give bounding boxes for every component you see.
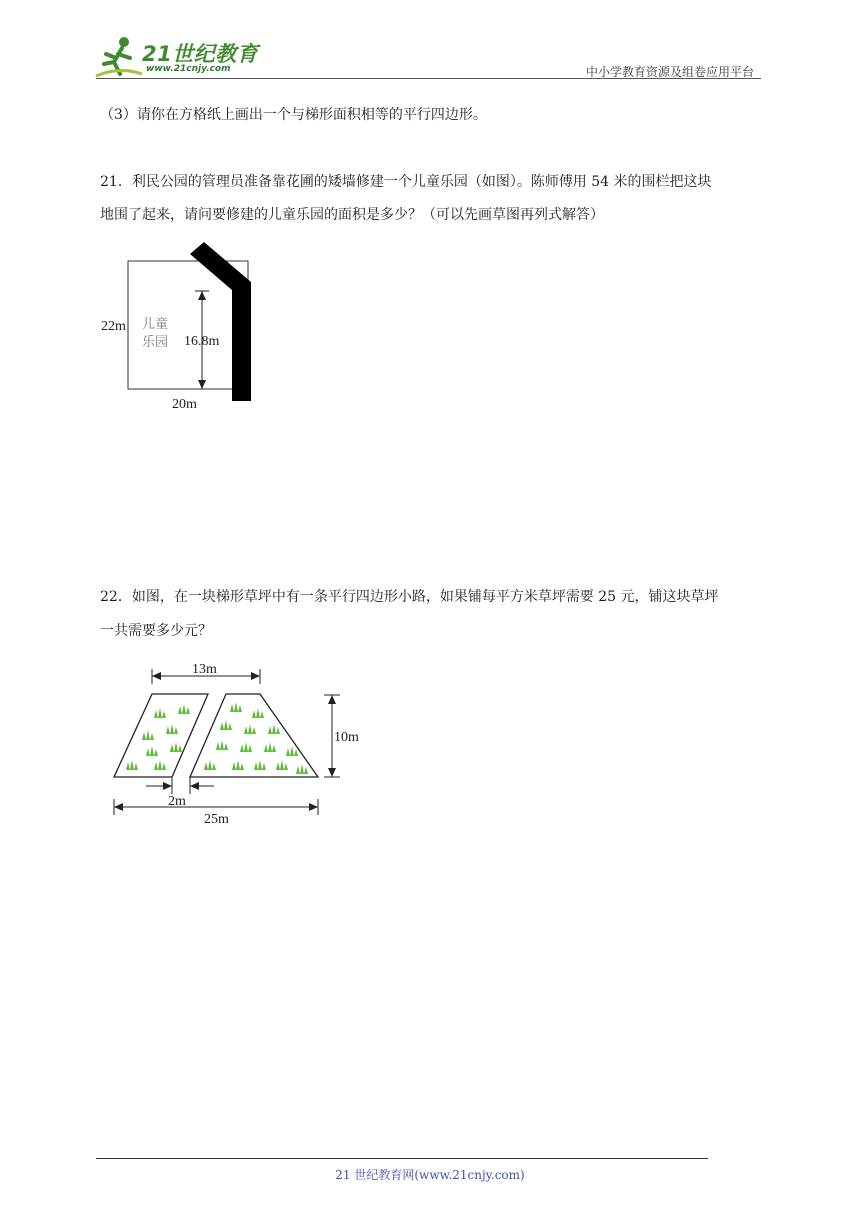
site-logo xyxy=(94,34,264,80)
label-13m: 13m xyxy=(192,662,217,677)
q22-text-line1: 22．如图，在一块梯形草坪中有一条平行四边形小路，如果铺每平方米草坪需要 25 元，铺这块草坪 xyxy=(100,589,719,605)
q20-part3: （3）请你在方格纸上画出一个与梯形面积相等的平行四边形。 xyxy=(100,107,487,123)
label-10m: 10m xyxy=(334,730,359,745)
label-25m: 25m xyxy=(204,812,229,827)
q22-text-line2: 一共需要多少元？ xyxy=(100,623,212,639)
footer-link[interactable]: 21 世纪教育网(www.21cnjy.com) xyxy=(335,1168,525,1182)
height-dim-up-head xyxy=(328,695,336,704)
logo-url: www.21cnjy.com xyxy=(146,64,231,74)
height-dim-down-head xyxy=(328,768,336,777)
q21-text-line2: 地围了起来，请问要修建的儿童乐园的面积是多少？（可以先画草图再列式解答） xyxy=(100,207,604,223)
label-ertong: 儿童 xyxy=(142,317,169,332)
label-2m: 2m xyxy=(168,794,186,809)
label-20m: 20m xyxy=(172,397,197,412)
runner-logo-icon xyxy=(94,34,144,80)
wall-shape xyxy=(190,242,251,401)
header-divider xyxy=(96,78,761,79)
bottom-dim-left-head xyxy=(114,803,123,811)
path-arrow-left-head xyxy=(163,782,172,790)
label-22m: 22m xyxy=(101,319,126,334)
top-dim-right-head xyxy=(251,672,260,680)
q22-figure xyxy=(104,660,374,830)
logo-text: 21世纪教育 xyxy=(142,42,259,66)
height-arrow-up-head xyxy=(198,291,206,300)
label-16-8m: 16.8m xyxy=(184,334,220,349)
header-slogan: 中小学教育资源及组卷应用平台 xyxy=(585,65,754,79)
path-arrow-right-head xyxy=(190,782,199,790)
height-arrow-down-head xyxy=(198,380,206,389)
top-dim-left-head xyxy=(152,672,161,680)
q21-text-line1: 21．利民公园的管理员准备靠花圃的矮墙修建一个儿童乐园（如图）。陈师傅用 54 米的围栏把这块 xyxy=(100,174,712,190)
label-leyuan: 乐园 xyxy=(142,335,169,350)
footer-divider xyxy=(96,1158,708,1159)
bottom-dim-right-head xyxy=(309,803,318,811)
q21-figure xyxy=(96,238,266,413)
